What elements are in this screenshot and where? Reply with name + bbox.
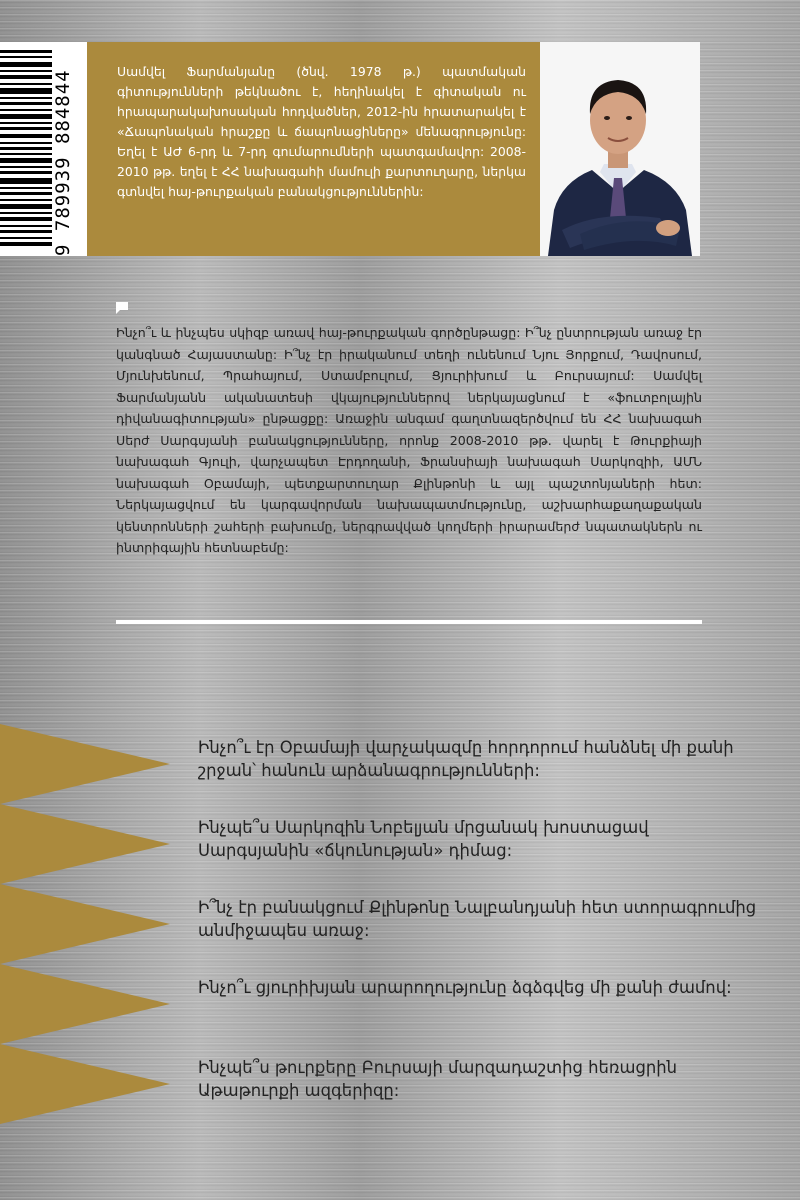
triangle-1-icon (0, 724, 170, 804)
question-item: Ինչպե՞ս Սարկոզին Նոբելյան մրցանակ խոստացավ Սարգսյանին «ճկունության» դիմաց: (198, 818, 649, 860)
author-photo (540, 42, 700, 256)
barcode-digits: 9 789939 884844 (52, 69, 74, 256)
author-bio-panel (87, 42, 540, 256)
divider (116, 620, 702, 624)
question-item: Ինչպե՞ս թուրքերը Բուրսայի մարզադաշտից հեռացրին Աթաթուրքի ազգերիզը: (198, 1058, 678, 1100)
barcode-bars (0, 42, 52, 256)
triangle-5-icon (0, 1044, 170, 1124)
triangle-3-icon (0, 884, 170, 964)
intro-text: Ինչո՞ւ և ինչպես սկիզբ առավ հայ-թուրքական գործընթացը: Ի՞նչ ընտրության առաջ էր կանգնած Հայաստանը: Ի՞նչ էր իրականում տեղի ունենում Նյու Յորքում, Դավոսում, Մյունխենում, Պրահայում, Ստամբուլում, Ցյուրիխում և Բուրսայում: Սամվել Ֆարմանյանն ականատեսի վկայություններով ներկայացնում է «ֆուտբոլային դիվանագիտության» ընթացքը: Առաջին անգամ գաղտնազերծվում են ՀՀ նախագահ Սերժ Սարգսյանի բանակցությունները, որոնք 2008-2010 թթ. վարել է Թուրքիայի նախագահ Գյուլի, վարչապետ Էրդողանի, Ֆրանսիայի նախագահ Սարկոզիի, ԱՄՆ նախագահ Օբամայի, պետքարտուղար Քլինթոնի և այլ պաշտոնյաների հետ: Ներկայացվում են կարգավորման նախապատմությունը, աշխարհաքաղաքական կենտրոնների շահերի բախումը, ներգրավված կողմերի իրարամերժ նպատակներն ու ինտրիգային հետնաբեմը: (116, 325, 702, 555)
triangle-2-icon (0, 804, 170, 884)
top-band (0, 42, 800, 256)
author-portrait-icon (540, 42, 700, 256)
question-item: Ինչո՞ւ ցյուրիխյան արարողությունը ձգձգվեց մի քանի ժամով: (198, 978, 732, 997)
triangle-4-icon (0, 964, 170, 1044)
barcode (0, 42, 87, 256)
quote-icon (116, 302, 128, 314)
author-bio-text: Սամվել Ֆարմանյանը (ծնվ. 1978 թ.) պատմական գիտությունների թեկնածու է, հեղինակել է գիտական ու հրապարակախոսական հոդվածներ, 2012-ին հրատարակել է «Ճապոնական հրաշքը և ճապոնացիները» մենագրությունը: Եղել է ԱԺ 6-րդ և 7-րդ գումարումների պատգամավոր: 2008-2010 թթ. եղել է ՀՀ նախագահի մամուլի քարտուղարը, ներկա գտնվել հայ-թուրքական բանակցություններին: (117, 64, 526, 199)
gold-triangles (0, 724, 175, 1144)
question-item: Ի՞նչ էր բանակցում Քլինթոնը Նալբանդյանի հետ ստորագրումից անմիջապես առաջ: (198, 898, 757, 940)
question-item: Ինչո՞ւ էր Օբամայի վարչակազմը հորդորում հանձնել մի քանի շրջան՝ հանուն արձանագրությունների: (198, 738, 734, 780)
